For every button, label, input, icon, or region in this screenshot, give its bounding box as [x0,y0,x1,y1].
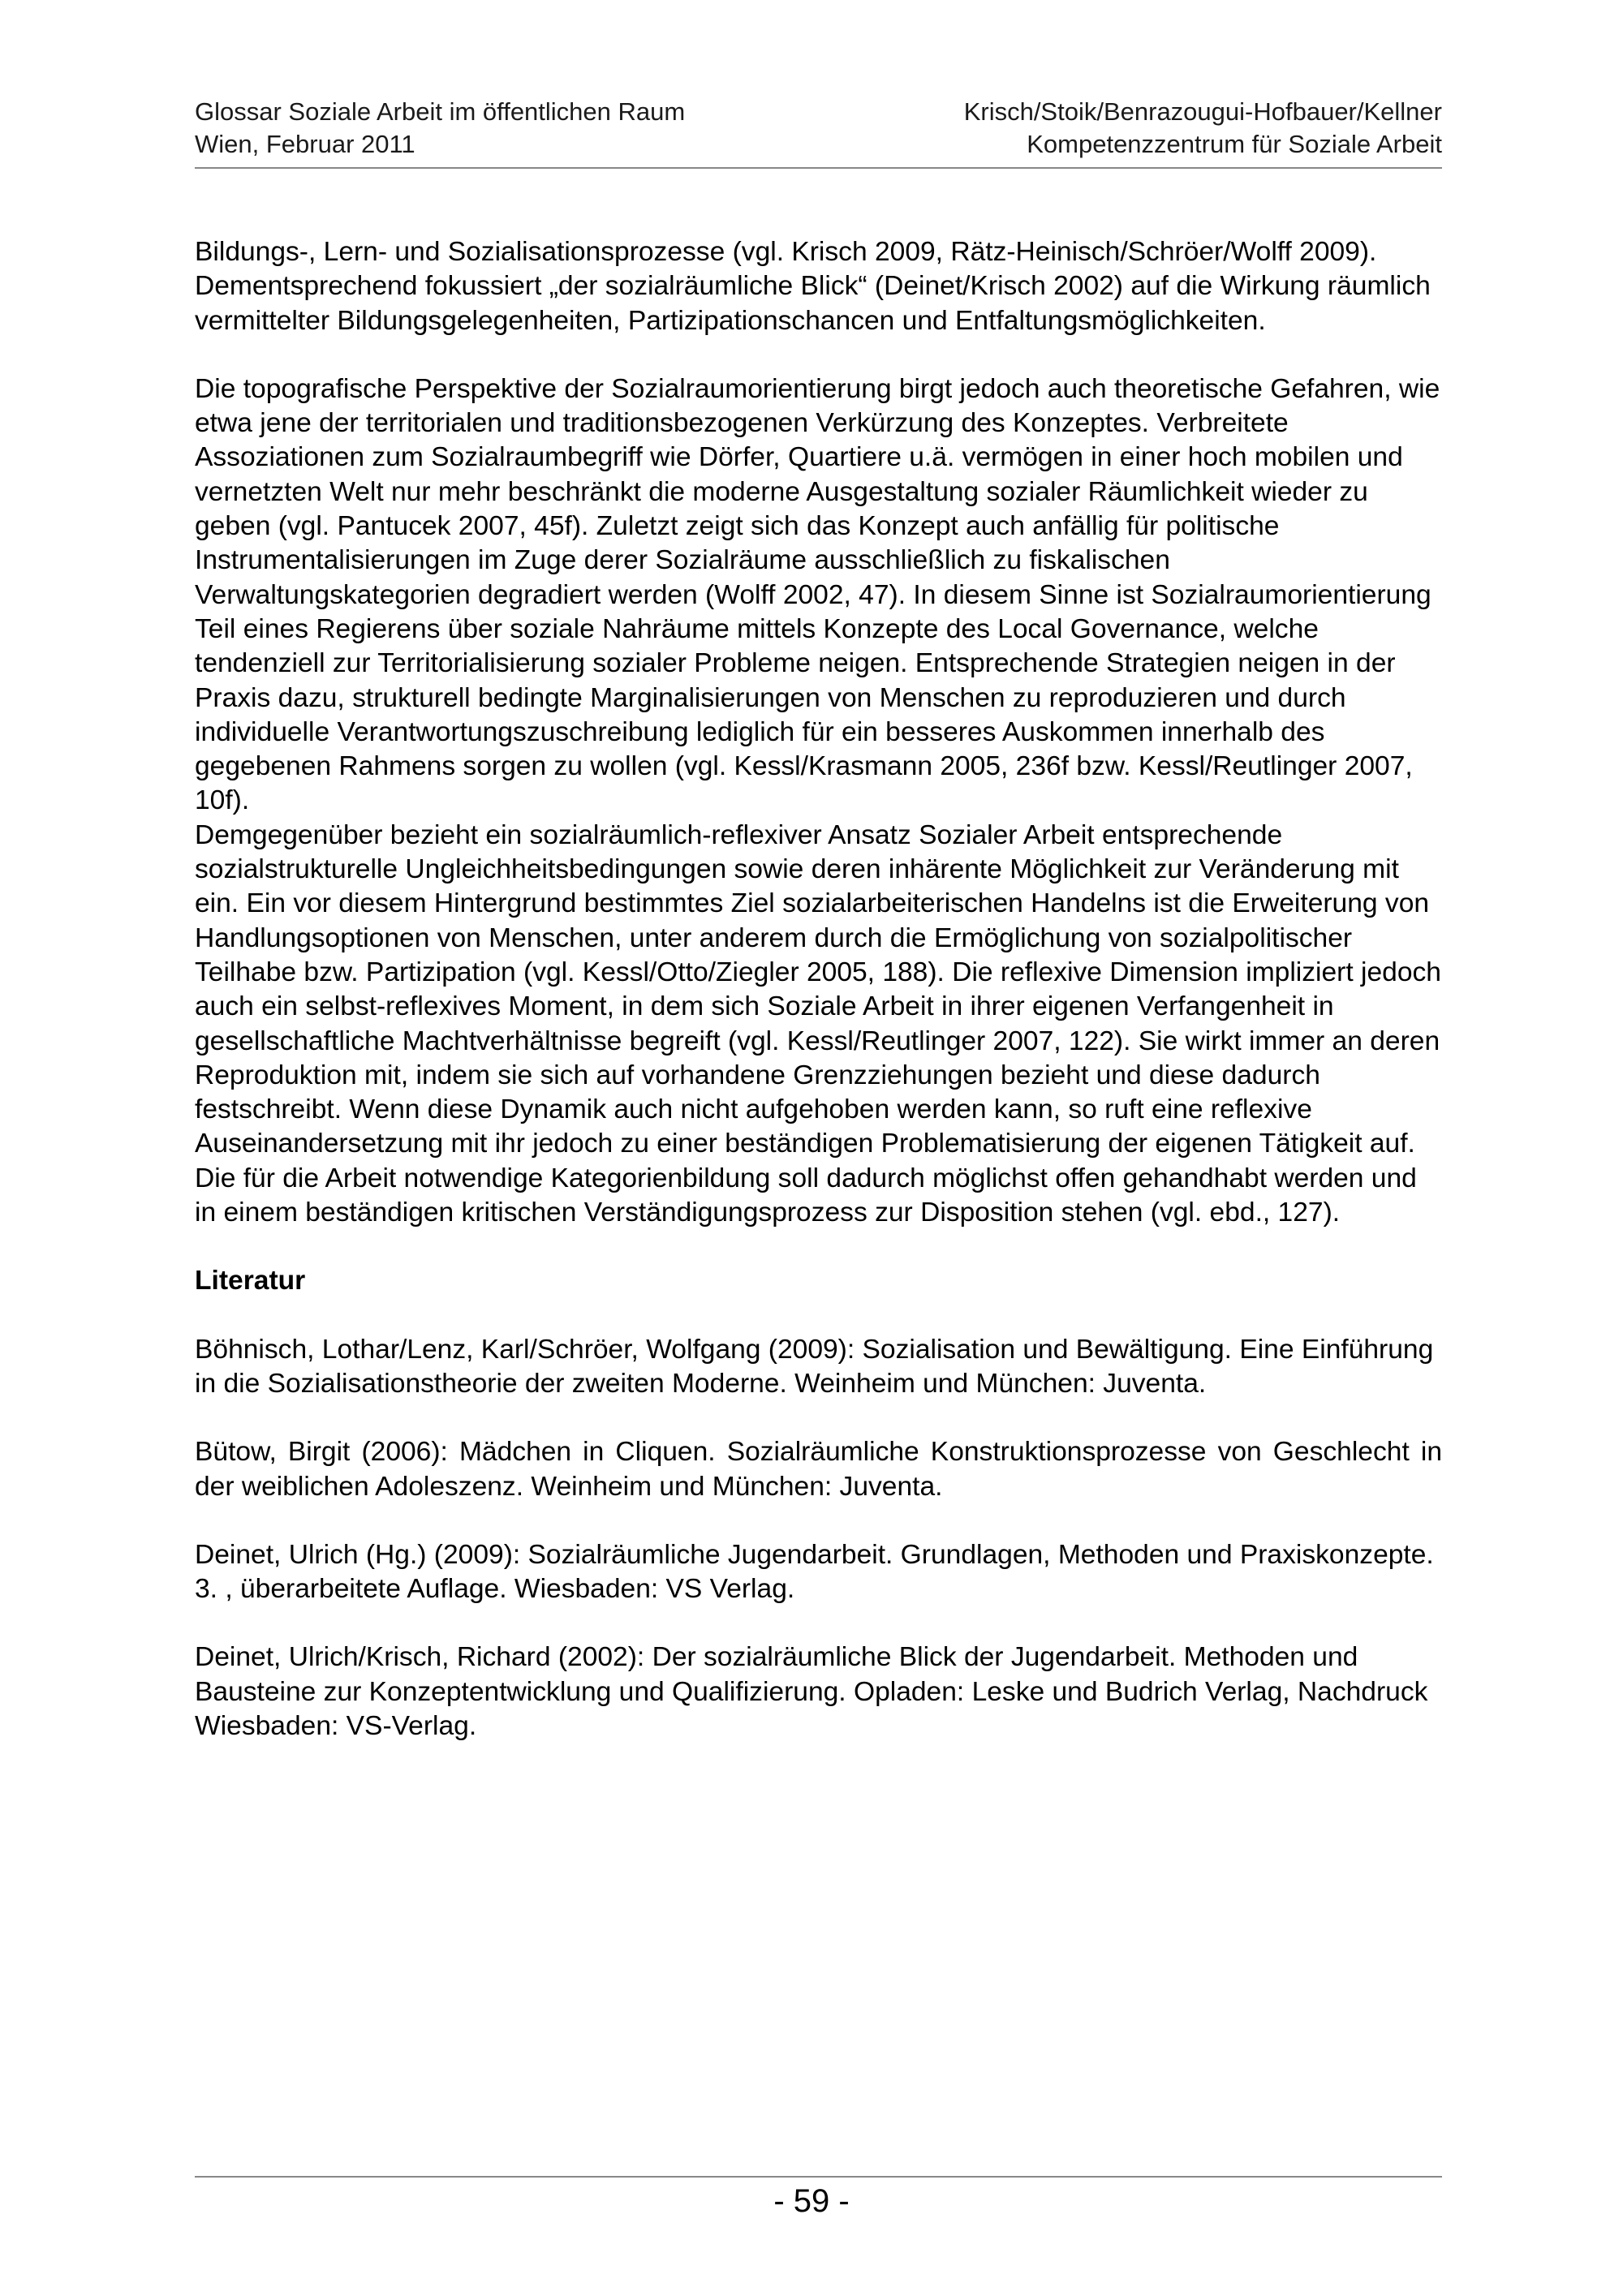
page-number: - 59 - [773,2183,850,2219]
body-paragraph-1: Bildungs-, Lern- und Sozialisationsprozesse (vgl. Krisch 2009, Rätz-Heinisch/Schröer/Wolff 2009). Dementsprechend fokussiert „der sozialräumliche Blick“ (Deinet/Krisch 2002) auf die Wirkung räumlich vermittelter Bildungsgelegenheiten, Partizipationschancen und Entfaltungsmöglichkeiten. [195,237,1431,336]
header-right [964,96,1442,161]
body-paragraph-2: Die topografische Perspektive der Sozialraumorientierung birgt jedoch auch theoretische Gefahren, wie etwa jene der territorialen und traditionsbezogenen Verkürzung des Konzeptes. Verbreitete Assoziationen zum Sozialraumbegriff wie Dörfer, Quartiere u.ä. vermögen in einer hoch mobilen und vernetzten Welt nur mehr beschränkt die moderne Ausgestaltung sozialer Räumlichkeit wieder zu geben (vgl. Pantucek 2007, 45f). Zuletzt zeigt sich das Konzept auch anfällig für politische Instrumentalisierungen im Zuge derer Sozialräume ausschließlich zu fiskalischen Verwaltungskategorien degradiert werden (Wolff 2002, 47). In diesem Sinne ist Sozialraumorientierung Teil eines Regierens über soziale Nahräume mittels Konzepte des Local Governance, welche tendenziell zur Territorialisierung sozialer Probleme neigen. Entsprechende Strategien neigen in der Praxis dazu, strukturell bedingte Marginalisierungen von Menschen zu reproduzieren und durch individuelle Verantwortungszuschreibung lediglich für ein besseres Auskommen innerhalb des gegebenen Rahmens sorgen zu wollen (vgl. Kessl/Krasmann 2005, 236f bzw. Kessl/Reutlinger 2007, 10f). [195,373,1440,816]
document-title: Glossar Soziale Arbeit im öffentlichen Raum [195,97,686,126]
page-body [195,235,1442,1743]
literature-entry: Deinet, Ulrich/Krisch, Richard (2002): Der sozialräumliche Blick der Jugendarbeit. Methoden und Bausteine zur Konzeptentwicklung und Qualifizierung. Opladen: Leske und Budrich Verlag, Nachdruck Wiesbaden: VS-Verlag. [195,1642,1428,1741]
literature-entry: Bütow, Birgit (2006): Mädchen in Cliquen. Sozialräumliche Konstruktionsprozesse von Geschlecht in der weiblichen Adoleszenz. Weinheim und München: Juventa. [195,1437,1442,1502]
page-header [195,96,1442,169]
document-authors: Krisch/Stoik/Benrazougui-Hofbauer/Kellner [963,97,1442,126]
document-date: Wien, Februar 2011 [195,130,415,158]
literature-heading: Literatur [195,1266,306,1296]
document-organization: Kompetenzzentrum für Soziale Arbeit [1027,130,1442,158]
literature-entry: Böhnisch, Lothar/Lenz, Karl/Schröer, Wolfgang (2009): Sozialisation und Bewältigung. Eine Einführung in die Sozialisationstheorie der zweiten Moderne. Weinheim und München: Juventa. [195,1334,1434,1399]
footer-rule [195,2176,1442,2178]
header-left [195,96,685,161]
page-number-container [0,2181,1623,2221]
body-paragraph-3: Demgegenüber bezieht ein sozialräumlich-reflexiver Ansatz Sozialer Arbeit entsprechende sozialstrukturelle Ungleichheitsbedingungen sowie deren inhärente Möglichkeit zur Veränderung mit ein. Ein vor diesem Hintergrund bestimmtes Ziel sozialarbeiterischen Handelns ist die Erweiterung von Handlungsoptionen von Menschen, unter anderem durch die Ermöglichung von sozialpolitischer Teilhabe bzw. Partizipation (vgl. Kessl/Otto/Ziegler 2005, 188). Die reflexive Dimension impliziert jedoch auch ein selbst-reflexives Moment, in dem sich Soziale Arbeit in ihrer eigenen Verfangenheit in gesellschaftliche Machtverhältnisse begreift (vgl. Kessl/Reutlinger 2007, 122). Sie wirkt immer an deren Reproduktion mit, indem sie sich auf vorhandene Grenzziehungen bezieht und diese dadurch festschreibt. Wenn diese Dynamik auch nicht aufgehoben werden kann, so ruft eine reflexive Auseinandersetzung mit ihr jedoch zu einer beständigen Problematisierung der eigenen Tätigkeit auf. Die für die Arbeit notwendige Kategorienbildung soll dadurch möglichst offen gehandhabt werden und in einem beständigen kritischen Verständigungsprozess zur Disposition stehen (vgl. ebd., 127). [195,819,1441,1228]
literature-entry: Deinet, Ulrich (Hg.) (2009): Sozialräumliche Jugendarbeit. Grundlagen, Methoden und Praxiskonzepte. 3. , überarbeitete Auflage. Wiesbaden: VS Verlag. [195,1539,1434,1605]
